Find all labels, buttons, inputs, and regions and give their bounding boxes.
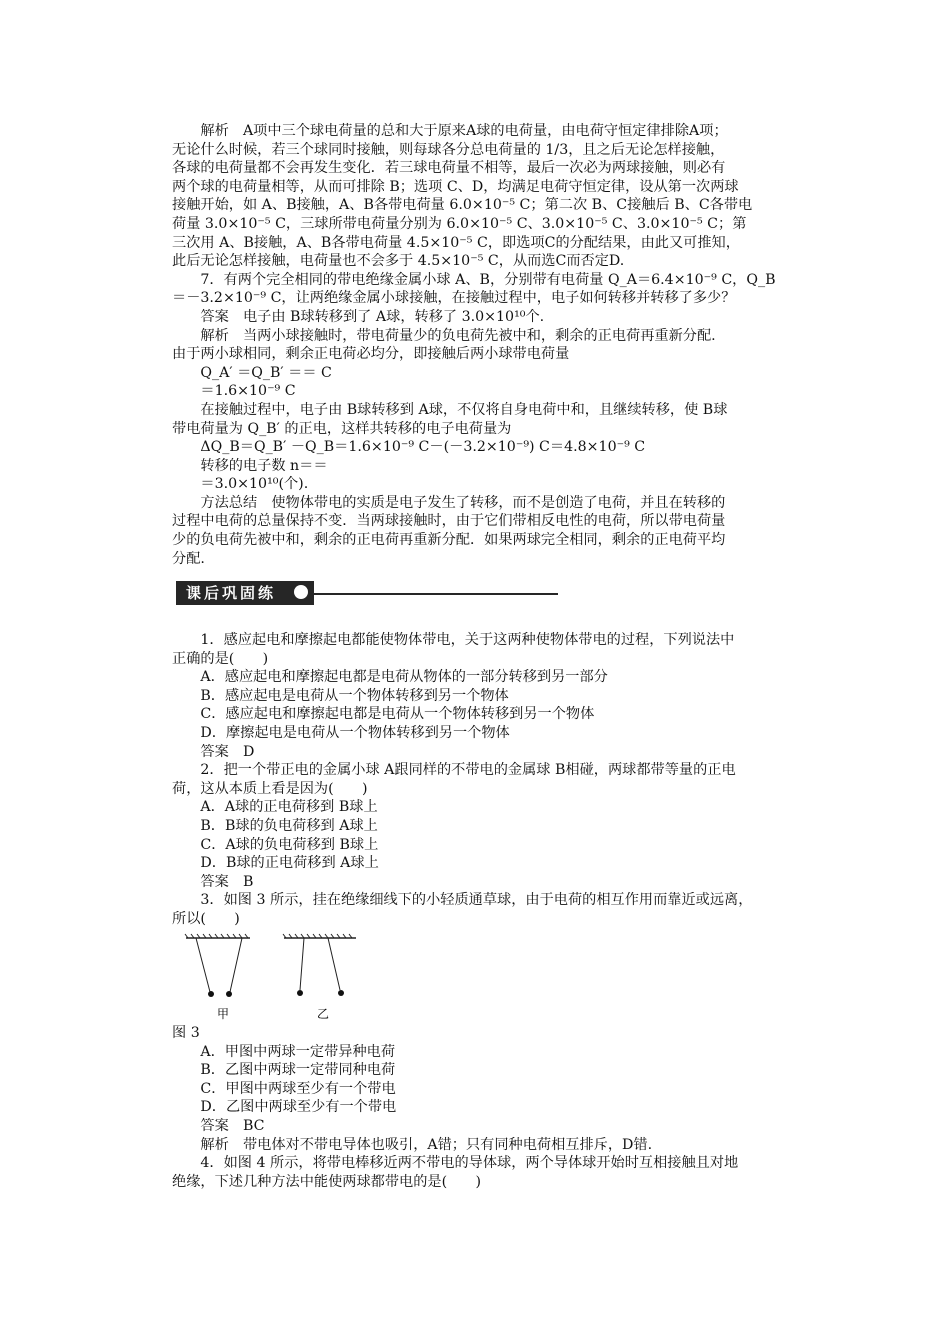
ball-icon: [226, 991, 232, 997]
text-line: 三次用 A、B接触，A、B各带电荷量 4.5×10⁻⁵ C，即选项C的分配结果，由此又可推知，: [172, 234, 740, 251]
support-left-icon: [185, 934, 250, 938]
text-line: 荷量 3.0×10⁻⁵ C，三球所带电荷量分别为 6.0×10⁻⁵ C、3.0×10⁻⁵ C、3.0×10⁻⁵ C；第: [172, 215, 747, 232]
text-line: A．A球的正电荷移到 B球上: [172, 799, 378, 816]
ball-icon: [208, 991, 214, 997]
text-line: 绝缘，下述几种方法中能使两球都带电的是( ): [172, 1173, 482, 1190]
text-line: 1．感应起电和摩擦起电都能使物体带电，关于这两种使物体带电的过程，下列说法中: [172, 632, 735, 648]
text-line: 荷，这从本质上看是因为( ): [172, 780, 368, 797]
figure-label-yi: 乙: [317, 1007, 330, 1021]
section-heading-label: 课后巩固练: [176, 581, 314, 605]
section-heading: [176, 580, 558, 606]
text-line: 此后无论怎样接触，电荷量也不会多于 4.5×10⁻⁵ C，从而选C而否定D.: [172, 253, 625, 270]
text-line: 7．有两个完全相同的带电绝缘金属小球 A、B，分别带有电荷量 Q_A＝6.4×10⁻⁹ C，Q_B: [172, 271, 776, 288]
text-line: 分配.: [172, 550, 205, 567]
text-line: C．感应起电和摩擦起电都是电荷从一个物体转移到另一个物体: [172, 706, 595, 723]
text-line: 3．如图 3 所示，挂在绝缘细线下的小轻质通草球，由于电荷的相互作用而靠近或远离，: [172, 892, 753, 909]
text-line: 转移的电子数 n＝＝: [172, 457, 328, 474]
text-line: 答案 D: [172, 743, 255, 760]
text-line: Q_A′ ＝Q_B′ ＝＝ C: [172, 364, 332, 381]
text-line: D．摩擦起电是电荷从一个物体转移到另一个物体: [172, 724, 510, 741]
text-line: 解析 带电体对不带电导体也吸引，A错；只有同种电荷相互排斥，D错.: [172, 1136, 653, 1153]
text-line: 正确的是( ): [172, 650, 269, 667]
text-line: 解析 当两小球接触时，带电荷量少的负电荷先被中和，剩余的正电荷再重新分配.: [172, 327, 716, 344]
text-line: 无论什么时候，若三个球同时接触，则每球各分总电荷量的 1/3，且之后无论怎样接触，: [172, 141, 725, 158]
text-line: 方法总结 使物体带电的实质是电子发生了转移，而不是创造了电荷，并且在转移的: [172, 494, 726, 511]
text-line: 各球的电荷量都不会再发生变化．若三球电荷量不相等，最后一次必为两球接触，则必有: [172, 160, 726, 177]
text-line: 解析 A项中三个球电荷量的总和大于原来A球的电荷量，由电荷守恒定律排除A项；: [172, 123, 728, 139]
text-line: ＝－3.2×10⁻⁹ C，让两绝缘金属小球接触，在接触过程中，电子如何转移并转移了多少？: [172, 290, 736, 307]
text-line: 过程中电荷的总量保持不变．当两球接触时，由于它们带相反电性的电荷，所以带电荷量: [172, 513, 726, 530]
text-line: B．乙图中两球一定带同种电荷: [172, 1062, 396, 1079]
ball-icon: [338, 990, 344, 996]
heading-rule: [314, 593, 558, 595]
exercise-section: [172, 631, 812, 929]
text-line: 图 3: [172, 1025, 200, 1041]
text-line: 带电荷量为 Q_B′ 的正电，这样共转移的电子电荷量为: [172, 420, 512, 437]
figure-3-pendulums: [180, 932, 370, 1024]
bullet-dot-icon: [294, 585, 308, 599]
ball-icon: [297, 990, 303, 996]
text-line: ＝3.0×10¹⁰(个).: [172, 476, 309, 493]
text-line: 答案 电子由 B球转移到了 A球，转移了 3.0×10¹⁰个.: [172, 308, 545, 325]
text-line: 由于两小球相同，剩余正电荷必均分，即接触后两小球带电荷量: [172, 346, 570, 363]
text-line: D．乙图中两球至少有一个带电: [172, 1099, 397, 1116]
support-right-icon: [283, 934, 356, 938]
text-line: C．A球的负电荷移到 B球上: [172, 836, 379, 853]
text-line: 4．如图 4 所示，将带电棒移近两不带电的导体球，两个导体球开始时互相接触且对地: [172, 1155, 739, 1172]
text-line: 两个球的电荷量相等，从而可排除 B；选项 C、D，均满足电荷守恒定律，设从第一次两球: [172, 178, 739, 195]
text-line: 少的负电荷先被中和，剩余的正电荷再重新分配．如果两球完全相同，剩余的正电荷平均: [172, 532, 726, 549]
text-line: 答案 BC: [172, 1117, 265, 1134]
text-line: 2．把一个带正电的金属小球 A跟同样的不带电的金属球 B相碰，两球都带等量的正电: [172, 762, 736, 779]
text-line: ΔQ_B＝Q_B′ －Q_B＝1.6×10⁻⁹ C－(－3.2×10⁻⁹) C＝4.8×10⁻⁹ C: [172, 439, 646, 456]
text-line: A．甲图中两球一定带异种电荷: [172, 1043, 396, 1060]
text-line: D．B球的正电荷移到 A球上: [172, 855, 379, 872]
figure-label-jia: 甲: [217, 1007, 230, 1021]
text-line: B．B球的负电荷移到 A球上: [172, 817, 378, 834]
analysis-section: [172, 122, 812, 568]
text-line: 在接触过程中，电子由 B球转移到 A球，不仅将自身电荷中和，且继续转移，使 B球: [172, 401, 728, 418]
text-line: C．甲图中两球至少有一个带电: [172, 1080, 396, 1097]
text-line: A．感应起电和摩擦起电都是电荷从物体的一部分转移到另一部分: [172, 669, 608, 686]
text-line: 接触开始，如 A、B接触，A、B各带电荷量 6.0×10⁻⁵ C；第二次 B、C接触后 B、C各带电: [172, 197, 753, 214]
exercise-section-continued: [172, 1024, 812, 1191]
text-line: 答案 B: [172, 873, 254, 890]
text-line: B．感应起电是电荷从一个物体转移到另一个物体: [172, 687, 509, 704]
text-line: ＝1.6×10⁻⁹ C: [172, 383, 296, 400]
text-line: 所以( ): [172, 910, 240, 927]
